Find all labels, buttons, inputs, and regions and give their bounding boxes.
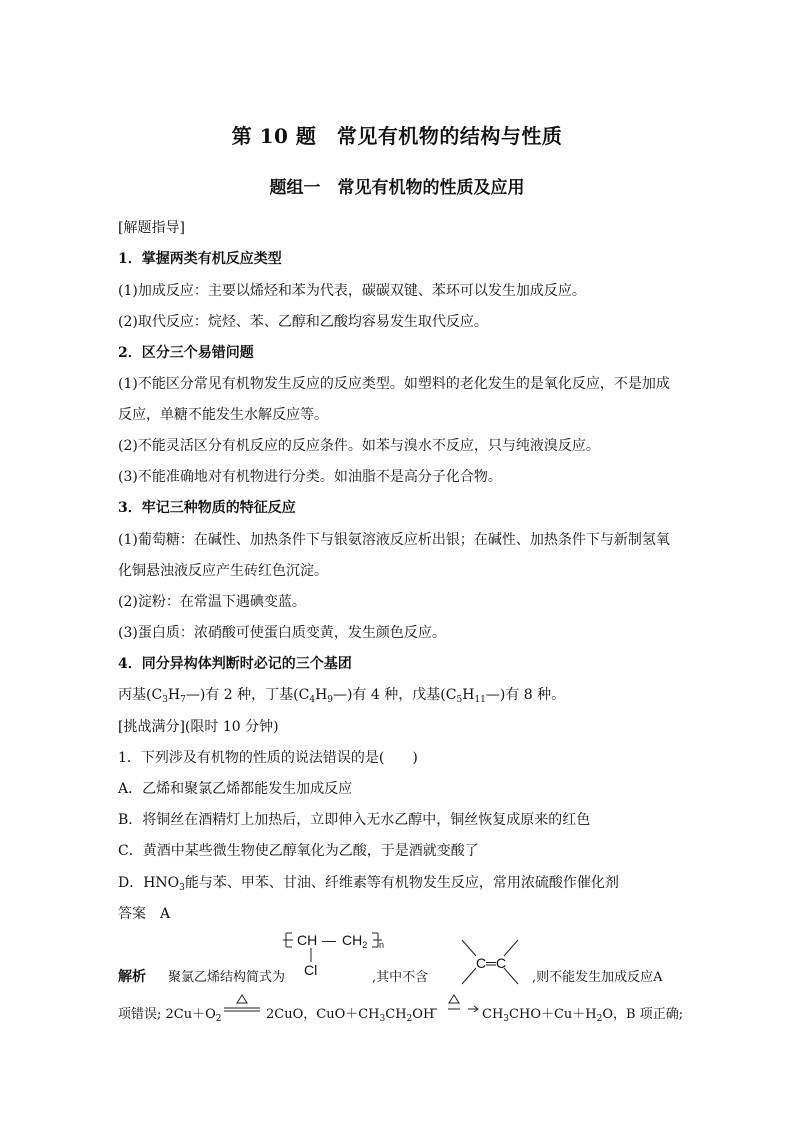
section-2-paragraph-2: (2)不能灵活区分有机反应的反应条件。如苯与溴水不反应，只与纯液溴反应。 <box>118 438 600 454</box>
option-b: B．将铜丝在酒精灯上加热后，立即伸入无水乙醇中，铜丝恢复成原来的红色 <box>118 812 591 828</box>
pvc-n: n <box>379 940 385 950</box>
analysis-label: 解析 <box>118 969 146 985</box>
cc-double-bond-text: C═C <box>476 955 507 971</box>
option-a: A．乙烯和聚氯乙烯都能发生加成反应 <box>118 781 353 797</box>
section-1-paragraph-2: (2)取代反应：烷烃、苯、乙醇和乙酸均容易发生取代反应。 <box>118 314 488 330</box>
challenge-heading: [挑战满分](限时 10 分钟) <box>118 719 279 735</box>
answer-line: 答案 A <box>118 906 171 922</box>
section-1-paragraph-1: (1)加成反应：主要以烯烃和苯为代表，碳碳双键、苯环可以发生加成反应。 <box>118 283 586 299</box>
option-d: D．$HNO_3$能与苯、甲苯、甘油、纤维素等有机物发生反应，常用浓硫酸作催化剂 <box>118 875 619 893</box>
section-3-paragraph-1b: 化铜悬浊液反应产生砖红色沉淀。 <box>118 563 328 579</box>
section-3-paragraph-1a: (1)葡萄糖：在碱性、加热条件下与银氨溶液反应析出银；在碱性、加热条件下与新制氢氧 <box>118 532 670 548</box>
section-1-heading: 1．掌握两类有机反应类型 <box>118 251 282 267</box>
section-subtitle: 题组一 常见有机物的性质及应用 <box>269 178 525 198</box>
section-3-heading: 3．牢记三种物质的特征反应 <box>118 500 296 516</box>
option-c: C．黄酒中某些微生物使乙醇氧化为乙酸，于是酒就变酸了 <box>118 843 479 859</box>
analysis-text-1: 聚氯乙烯结构简式为 <box>168 970 286 985</box>
heat-arrow-2-icon <box>428 994 480 1016</box>
pvc-bond: — <box>322 932 336 948</box>
analysis-text-3: ,则不能发生加成反应A <box>532 970 663 985</box>
section-2-paragraph-1a: (1)不能区分常见有机物发生反应的反应类型。如塑料的老化发生的是氧化反应，不是加成 <box>118 376 670 392</box>
pvc-ch2: $CH_2$ <box>342 932 368 950</box>
pvc-ch: CH <box>297 932 318 948</box>
section-3-paragraph-3: (3)蛋白质：浓硝酸可使蛋白质变黄，发生颜色反应。 <box>118 625 446 641</box>
section-4-paragraph: 丙基$(C_3H_7—)$有 2 种，丁基$(C_4H_9—)$有 4 种，戊基$(C_5H_{11}—)$有 8 种。 <box>118 687 566 705</box>
section-2-paragraph-3: (3)不能准确地对有机物进行分类。如油脂不是高分子化合物。 <box>118 469 502 485</box>
heat-arrow-1-icon <box>222 994 262 1016</box>
analysis-text-2: ,其中不含 <box>372 970 429 985</box>
section-2-heading: 2．区分三个易错问题 <box>118 345 254 361</box>
question-1: 1．下列涉及有机物的性质的说法错误的是( ) <box>118 750 418 766</box>
equation-part-1: 项错误; $2Cu+O_2$ <box>118 1007 222 1024</box>
equation-part-2: 2CuO，$CuO+CH_3CH_2OH$ <box>266 1007 435 1024</box>
section-2-paragraph-1b: 反应，单糖不能发生水解反应等。 <box>118 407 328 423</box>
pvc-cl: Cl <box>304 962 318 978</box>
section-4-heading: 4．同分异构体判断时必记的三个基团 <box>118 656 352 672</box>
section-3-paragraph-2: (2)淀粉：在常温下遇碘变蓝。 <box>118 594 306 610</box>
guide-heading: [解题指导] <box>118 220 185 236</box>
equation-part-3: $CH_3CHO+Cu+H_2O$，B 项正确; <box>482 1007 684 1024</box>
page-title: 第 10 题 常见有机物的结构与性质 <box>231 124 563 148</box>
